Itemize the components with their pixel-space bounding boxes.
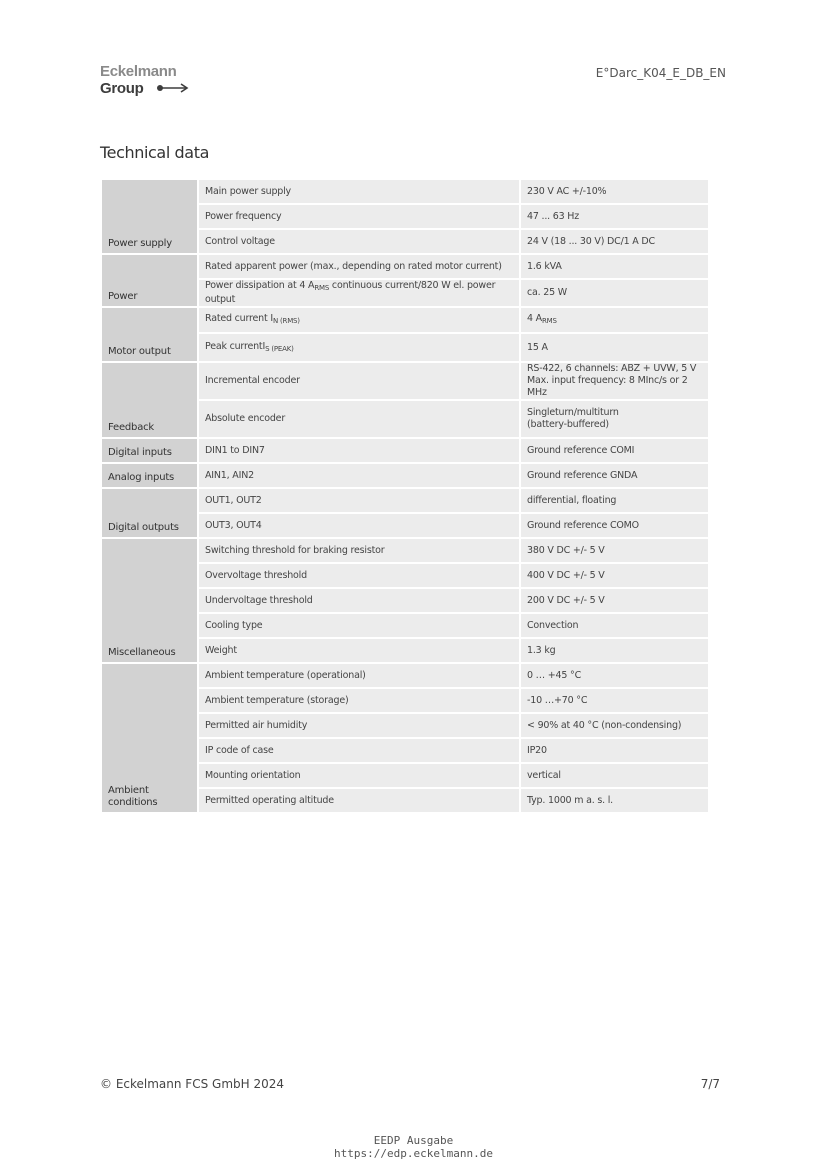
group-label: Power <box>101 254 198 307</box>
parameter-subscript: RMS <box>314 284 330 292</box>
value-text: 1.3 kg <box>527 644 556 656</box>
group-label: Digital outputs <box>101 488 198 538</box>
value-cell <box>520 307 709 333</box>
parameter-cell <box>198 563 520 588</box>
table-row <box>101 538 709 563</box>
technical-data-table <box>100 178 710 814</box>
parameter-text: Control voltage <box>205 235 275 247</box>
group-label: Feedback <box>101 362 198 438</box>
parameter-cell <box>198 763 520 788</box>
parameter-cell <box>198 713 520 738</box>
parameter-cell <box>198 279 520 307</box>
value-cell <box>520 563 709 588</box>
parameter-text: Permitted air humidity <box>205 719 308 731</box>
value-cell <box>520 204 709 229</box>
table-row <box>101 463 709 488</box>
value-text: Typ. 1000 m a. s. l. <box>527 794 613 806</box>
table-row <box>101 663 709 688</box>
document-code: E°Darc_K04_E_DB_EN <box>595 66 726 80</box>
value-cell <box>520 463 709 488</box>
value-text: 24 V (18 ... 30 V) DC/1 A DC <box>527 235 655 247</box>
table-row <box>101 362 709 400</box>
value-cell <box>520 400 709 438</box>
parameter-cell <box>198 613 520 638</box>
value-text: IP20 <box>527 744 547 756</box>
table-row <box>101 488 709 513</box>
value-cell <box>520 362 709 400</box>
parameter-cell <box>198 400 520 438</box>
parameter-text: IP code of case <box>205 744 274 756</box>
parameter-cell <box>198 663 520 688</box>
parameter-text: Ambient temperature (operational) <box>205 669 366 681</box>
parameter-subscript: S (PEAK) <box>265 344 294 353</box>
value-cell <box>520 179 709 204</box>
parameter-text: Permitted operating altitude <box>205 794 334 806</box>
parameter-cell <box>198 638 520 663</box>
parameter-cell <box>198 204 520 229</box>
parameter-cell <box>198 438 520 463</box>
parameter-text: Mounting orientation <box>205 769 301 781</box>
parameter-cell <box>198 362 520 400</box>
parameter-text: Power frequency <box>205 210 282 222</box>
logo-line2: Group <box>100 80 144 97</box>
stamp-line1: EEDP Ausgabe <box>373 1134 454 1147</box>
parameter-text: Overvoltage threshold <box>205 569 307 581</box>
parameter-cell <box>198 538 520 563</box>
value-text-line2: (battery-buffered) <box>527 419 609 430</box>
value-text: Ground reference COMO <box>527 519 639 531</box>
value-cell <box>520 738 709 763</box>
parameter-cell <box>198 513 520 538</box>
parameter-text: Switching threshold for braking resistor <box>205 544 385 556</box>
parameter-text: AIN1, AIN2 <box>205 469 254 481</box>
value-text: 380 V DC +/- 5 V <box>527 544 605 556</box>
parameter-subscript: N (RMS) <box>272 317 300 325</box>
table-row <box>101 307 709 333</box>
value-cell <box>520 279 709 307</box>
parameter-text: OUT3, OUT4 <box>205 519 262 531</box>
value-text: Ground reference COMI <box>527 444 635 456</box>
eckelmann-group-logo <box>100 64 192 100</box>
parameter-text: Incremental encoder <box>205 375 300 386</box>
parameter-text: Peak currentI <box>205 340 266 352</box>
table-row <box>101 179 709 204</box>
value-cell <box>520 488 709 513</box>
value-text: -10 …+70 °C <box>527 694 588 706</box>
value-text: 4 A <box>527 313 542 324</box>
value-text: 47 ... 63 Hz <box>527 210 580 222</box>
group-label: Power supply <box>101 179 198 254</box>
group-label: Analog inputs <box>101 463 198 488</box>
value-text: 1.6 kVA <box>527 260 562 272</box>
value-cell <box>520 254 709 279</box>
page-title: Technical data <box>100 143 209 162</box>
parameter-text: Weight <box>205 644 237 656</box>
value-cell <box>520 688 709 713</box>
parameter-cell <box>198 333 520 362</box>
value-cell <box>520 763 709 788</box>
value-cell <box>520 638 709 663</box>
value-text: 230 V AC +/-10% <box>527 185 607 197</box>
parameter-cell <box>198 179 520 204</box>
parameter-cell <box>198 588 520 613</box>
parameter-cell <box>198 688 520 713</box>
value-text: RS-422, 6 channels: ABZ + UVW, 5 V <box>527 363 697 374</box>
value-cell <box>520 788 709 813</box>
group-label: Motor output <box>101 307 198 362</box>
parameter-text-after: continuous current/820 W el. power output <box>205 280 496 305</box>
parameter-cell <box>198 788 520 813</box>
parameter-cell <box>198 307 520 333</box>
value-text: 400 V DC +/- 5 V <box>527 569 605 581</box>
logo-line1: Eckelmann <box>100 63 177 80</box>
parameter-text: OUT1, OUT2 <box>205 494 262 506</box>
value-text: < 90% at 40 °C (non-condensing) <box>527 719 682 731</box>
value-text: 0 … +45 °C <box>527 669 582 681</box>
value-text: Convection <box>527 619 579 631</box>
value-cell <box>520 613 709 638</box>
parameter-text: Absolute encoder <box>205 413 286 424</box>
value-cell <box>520 333 709 362</box>
logo-arrow-icon <box>156 82 190 94</box>
value-text: 15 A <box>527 341 548 353</box>
parameter-cell <box>198 738 520 763</box>
footer-copyright: © Eckelmann FCS GmbH 2024 <box>100 1077 284 1091</box>
group-label: Ambient conditions <box>101 663 198 813</box>
group-label: Miscellaneous <box>101 538 198 663</box>
parameter-text: Ambient temperature (storage) <box>205 694 349 706</box>
value-cell <box>520 229 709 254</box>
value-text: ca. 25 W <box>527 287 567 298</box>
stamp-line2: https://edp.eckelmann.de <box>334 1147 493 1160</box>
value-text: 200 V DC +/- 5 V <box>527 594 605 606</box>
value-text: differential, floating <box>527 494 617 506</box>
parameter-text: Cooling type <box>205 619 263 631</box>
value-text-line2: Max. input frequency: 8 MInc/s or 2 MHz <box>527 375 688 398</box>
parameter-text: DIN1 to DIN7 <box>205 444 265 456</box>
parameter-cell <box>198 254 520 279</box>
parameter-text: Power dissipation at 4 A <box>205 280 315 291</box>
value-text: Ground reference GNDA <box>527 469 638 481</box>
value-cell <box>520 438 709 463</box>
value-cell <box>520 513 709 538</box>
group-label: Digital inputs <box>101 438 198 463</box>
table-row <box>101 438 709 463</box>
value-cell <box>520 588 709 613</box>
parameter-text: Rated apparent power (max., depending on rated motor current) <box>205 260 502 272</box>
value-text: vertical <box>527 769 561 781</box>
parameter-text: Rated current I <box>205 313 273 324</box>
parameter-text: Main power supply <box>205 185 291 197</box>
value-subscript: RMS <box>541 317 557 325</box>
parameter-cell <box>198 488 520 513</box>
value-cell <box>520 538 709 563</box>
footer-page-number: 7/7 <box>700 1077 720 1091</box>
value-text: Singleturn/multiturn <box>527 407 619 418</box>
parameter-text: Undervoltage threshold <box>205 594 313 606</box>
parameter-cell <box>198 463 520 488</box>
table-row <box>101 254 709 279</box>
value-cell <box>520 713 709 738</box>
value-cell <box>520 663 709 688</box>
parameter-cell <box>198 229 520 254</box>
